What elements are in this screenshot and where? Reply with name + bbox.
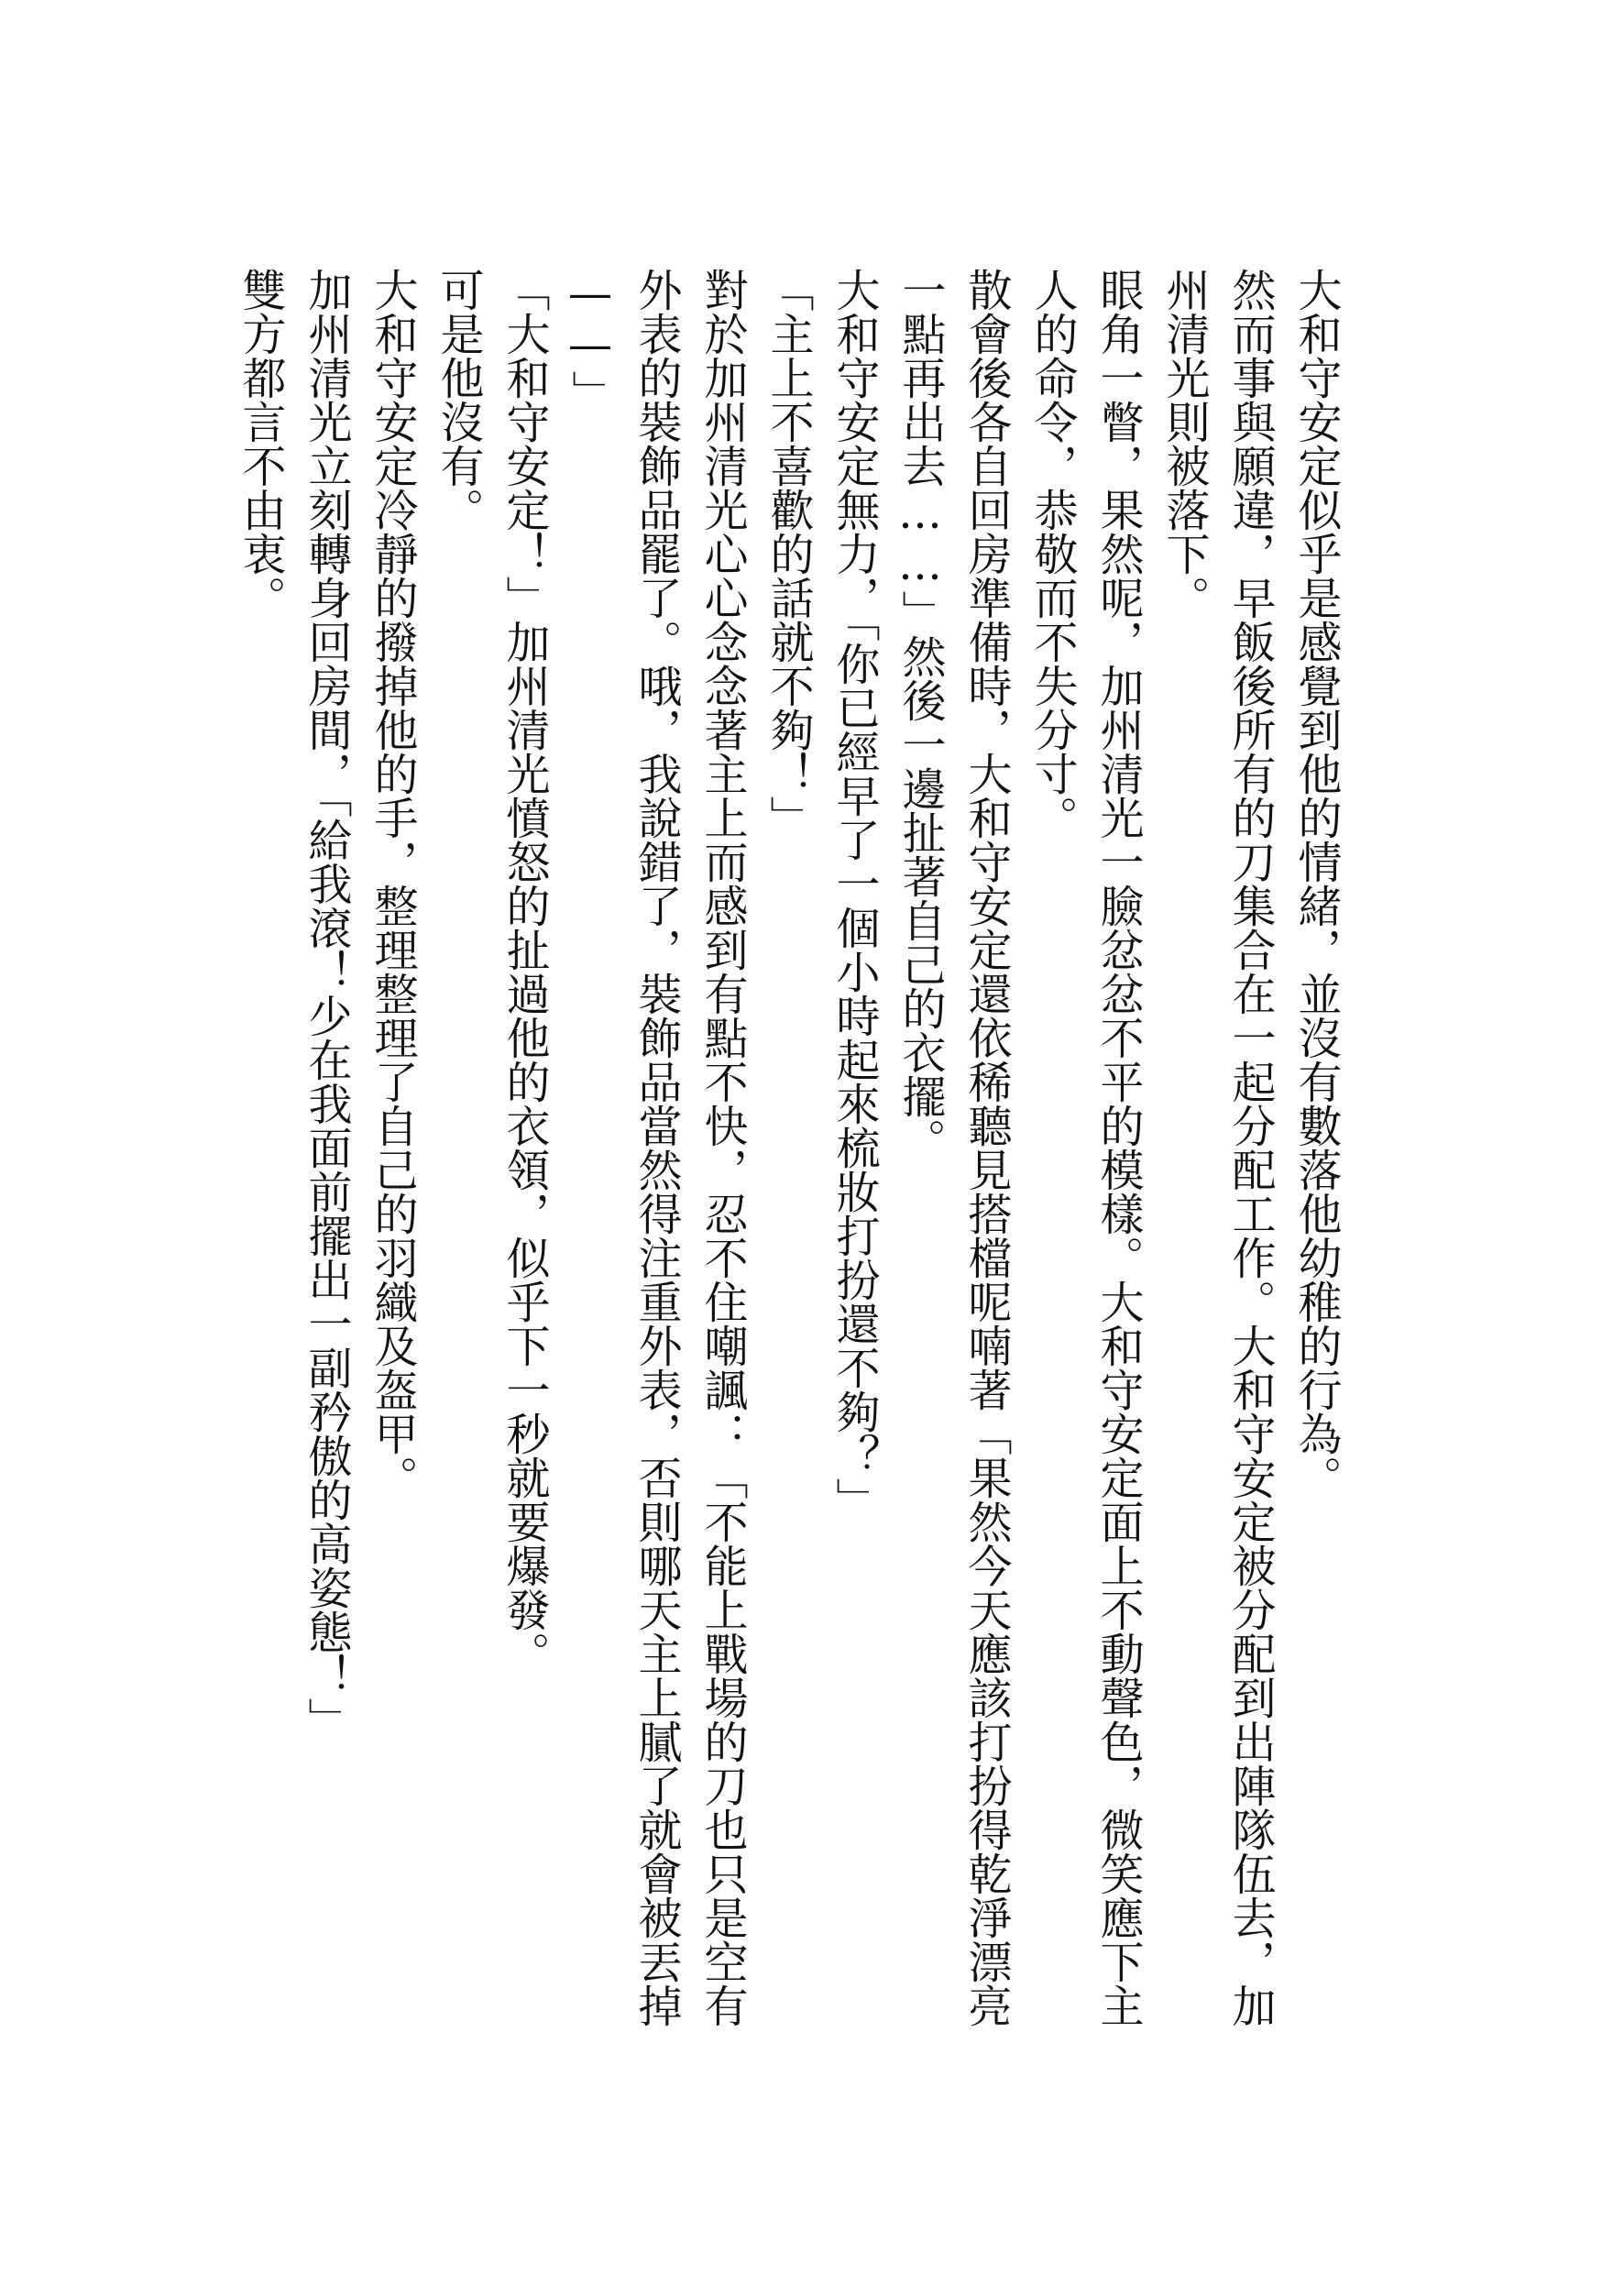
paragraph: 眼角一瞥，果然呢，加州清光一臉忿忿不平的模樣。大和守安定面上不動聲色，微笑應下主人的命令，恭敬而不失分寸。 — [1026, 268, 1144, 2027]
paragraph: 「主上不喜歡的話就不夠！」 — [763, 268, 814, 840]
paragraph: 「大和守安定！」加州清光憤怒的扯過他的衣領，似乎下一秒就要爆發。 — [499, 268, 550, 1675]
paragraph: 雙方都言不由衷。 — [235, 268, 286, 620]
paragraph: 加州清光立刻轉身回房間，「給我滾！少在我面前擺出一副矜傲的高姿態！」 — [301, 268, 352, 1741]
paragraph: 大和守安定似乎是感覺到他的情緒，並沒有數落他幼稚的行為。 — [1290, 268, 1342, 1500]
paragraph: 散會後各自回房準備時，大和守安定還依稀聽見搭檔呢喃著「果然今天應該打扮得乾淨漂亮一點再出去……」然後一邊扯著自己的衣擺。 — [894, 268, 1012, 2027]
paragraph: 對於加州清光心心念念著主上而感到有點不快，忍不住嘲諷：「不能上戰場的刀也只是空有外表的裝飾品罷了。哦，我說錯了，裝飾品當然得注重外表，否則哪天主上膩了就會被丟掉——」 — [565, 268, 748, 2027]
paragraph: 大和守安定無力，「你已經早了一個小時起來梳妝打扮還不夠？」 — [828, 268, 880, 1521]
paragraph: 大和守安定冷靜的撥掉他的手，整理整理了自己的羽織及盔甲。 — [367, 268, 418, 1500]
paragraph: 可是他沒有。 — [433, 268, 484, 532]
vertical-text-body — [227, 268, 1349, 2027]
paragraph: 然而事與願違，早飯後所有的刀集合在一起分配工作。大和守安定被分配到出陣隊伍去，加州清光則被落下。 — [1158, 268, 1276, 2027]
